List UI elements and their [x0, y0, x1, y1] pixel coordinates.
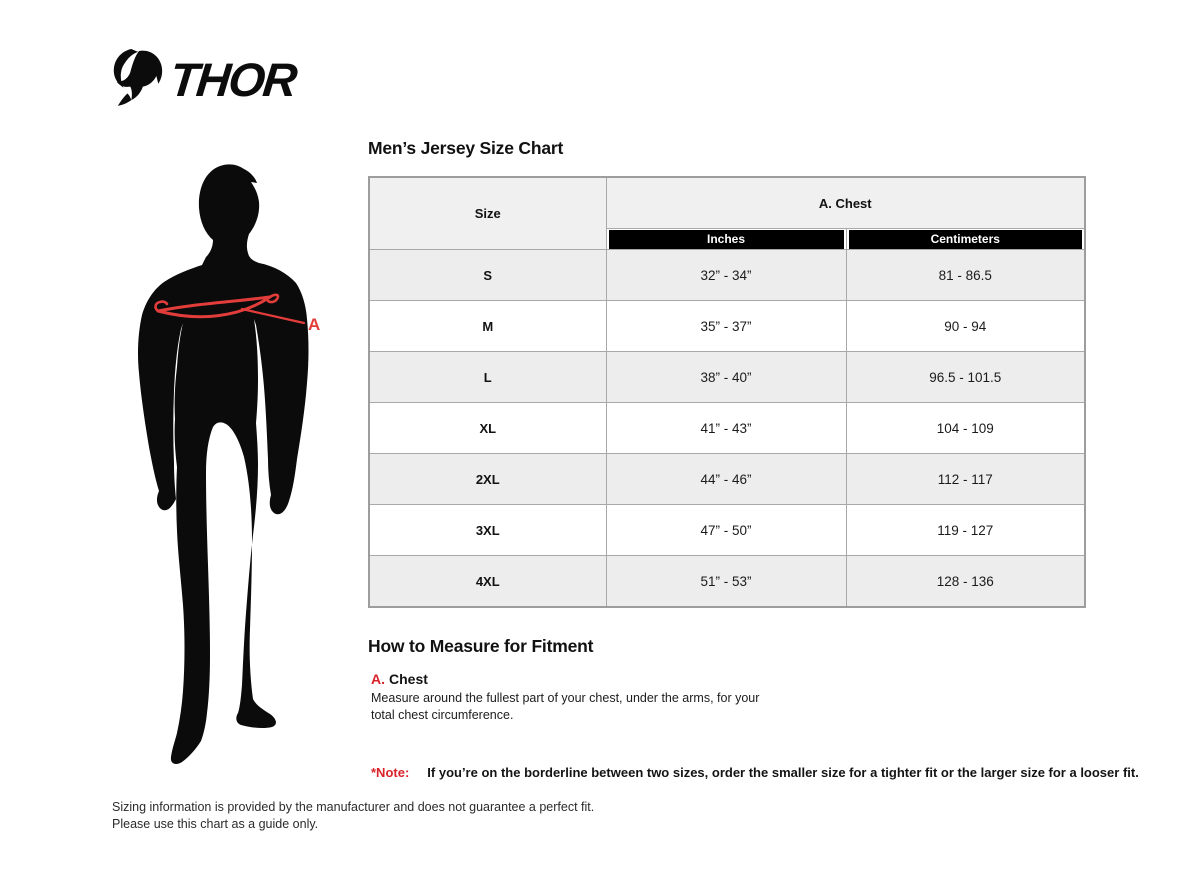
cm-cell: 112 - 117 — [846, 454, 1085, 505]
inches-cell: 44” - 46” — [606, 454, 846, 505]
inches-cell: 32” - 34” — [606, 250, 846, 301]
thor-goat-icon — [112, 46, 166, 108]
cm-cell: 81 - 86.5 — [846, 250, 1085, 301]
inches-cell: 47” - 50” — [606, 505, 846, 556]
brand-logo — [112, 46, 298, 108]
unit-header-centimeters: Centimeters — [849, 230, 1083, 249]
cm-cell: 104 - 109 — [846, 403, 1085, 454]
measure-item-letter: A. — [371, 671, 385, 687]
size-cell: S — [369, 250, 606, 301]
note-prefix: *Note: — [371, 765, 410, 780]
measure-description-line: Measure around the fullest part of your chest, under the arms, for your — [371, 691, 760, 705]
unit-header-inches: Inches — [609, 230, 844, 249]
size-cell: XL — [369, 403, 606, 454]
measure-item-chest — [371, 671, 428, 687]
table-row — [369, 250, 1085, 301]
chest-label: A — [308, 315, 321, 334]
table-row — [369, 403, 1085, 454]
male-silhouette — [138, 164, 309, 764]
cm-cell: 96.5 - 101.5 — [846, 352, 1085, 403]
inches-cell: 51” - 53” — [606, 556, 846, 608]
footer-line: Sizing information is provided by the manufacturer and does not guarantee a perfect fit. — [112, 800, 595, 814]
note-text: If you’re on the borderline between two sizes, order the smaller size for a tighter fit or the larger size for a looser fit. — [427, 765, 1139, 780]
measure-item-description — [371, 690, 759, 724]
inches-cell: 35” - 37” — [606, 301, 846, 352]
size-cell: 4XL — [369, 556, 606, 608]
cm-cell: 128 - 136 — [846, 556, 1085, 608]
size-chart-table — [368, 176, 1086, 608]
sizing-note — [371, 765, 1139, 780]
table-row — [369, 352, 1085, 403]
inches-cell: 38” - 40” — [606, 352, 846, 403]
column-header-size: Size — [369, 177, 606, 250]
footer-line: Please use this chart as a guide only. — [112, 817, 319, 831]
table-row — [369, 556, 1085, 608]
size-cell: 2XL — [369, 454, 606, 505]
how-to-measure-title: How to Measure for Fitment — [368, 636, 594, 656]
cm-cell: 90 - 94 — [846, 301, 1085, 352]
table-row — [369, 505, 1085, 556]
inches-cell: 41” - 43” — [606, 403, 846, 454]
size-cell: 3XL — [369, 505, 606, 556]
brand-wordmark: THOR — [167, 53, 298, 106]
measure-description-line: total chest circumference. — [371, 708, 514, 722]
size-cell: M — [369, 301, 606, 352]
table-row — [369, 301, 1085, 352]
male-silhouette-figure — [122, 163, 332, 778]
column-header-chest: A. Chest — [606, 177, 1085, 229]
size-chart-title: Men’s Jersey Size Chart — [368, 138, 564, 158]
measure-item-name: Chest — [389, 671, 428, 687]
footer-disclaimer — [112, 799, 594, 833]
cm-cell: 119 - 127 — [846, 505, 1085, 556]
table-row — [369, 454, 1085, 505]
size-cell: L — [369, 352, 606, 403]
